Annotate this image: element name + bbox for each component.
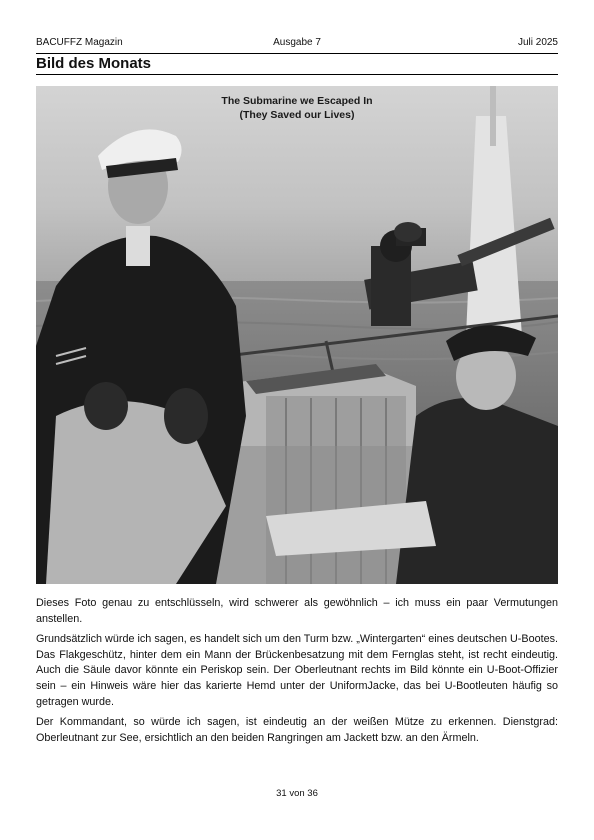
paragraph-3: Der Kommandant, so würde ich sagen, ist eindeutig an der weißen Mütze zu erkennen. Dienstgrad: Oberleutnant zur See, ersichtlich an den beiden Rangringen am Jackett bzw. an den Ärmeln. <box>36 716 558 744</box>
header-rule <box>36 53 558 54</box>
issue-number: Ausgabe 7 <box>273 37 321 48</box>
photo-of-the-month <box>36 86 558 584</box>
article-body <box>36 596 558 751</box>
photo-caption <box>36 94 558 122</box>
magazine-name: BACUFFZ Magazin <box>36 37 123 48</box>
submarine-photo <box>36 86 558 584</box>
paragraph-2: Grundsätzlich würde ich sagen, es handelt sich um den Turm bzw. „Wintergarten“ eines deutschen U-Bootes. Das Flakgeschütz, hinter dem ein Mann der Brückenbesatzung mit dem Fernglas steht, ist recht eindeutig. Auch die Säule davor könnte ein Periskop sein. Der Oberleutnant rechts im Bild könnte ein U-Boot-Offizier sein – ein Hinweis wäre hier das karierte Hemd unter der UniformJacke, das bei U-Bootleuten häufig so getragen wurde. <box>36 633 558 708</box>
paragraph-1: Dieses Foto genau zu entschlüsseln, wird schwerer als gewöhnlich – ich muss ein paar Vermutungen anstellen. <box>36 597 558 625</box>
page-header <box>36 37 558 53</box>
issue-date: Juli 2025 <box>517 37 558 48</box>
caption-line-1: The Submarine we Escaped In <box>221 95 373 107</box>
section-title: Bild des Monats <box>36 55 152 72</box>
title-rule <box>36 74 558 75</box>
caption-line-2: (They Saved our Lives) <box>239 109 355 121</box>
page-number: 31 von 36 <box>276 788 318 799</box>
